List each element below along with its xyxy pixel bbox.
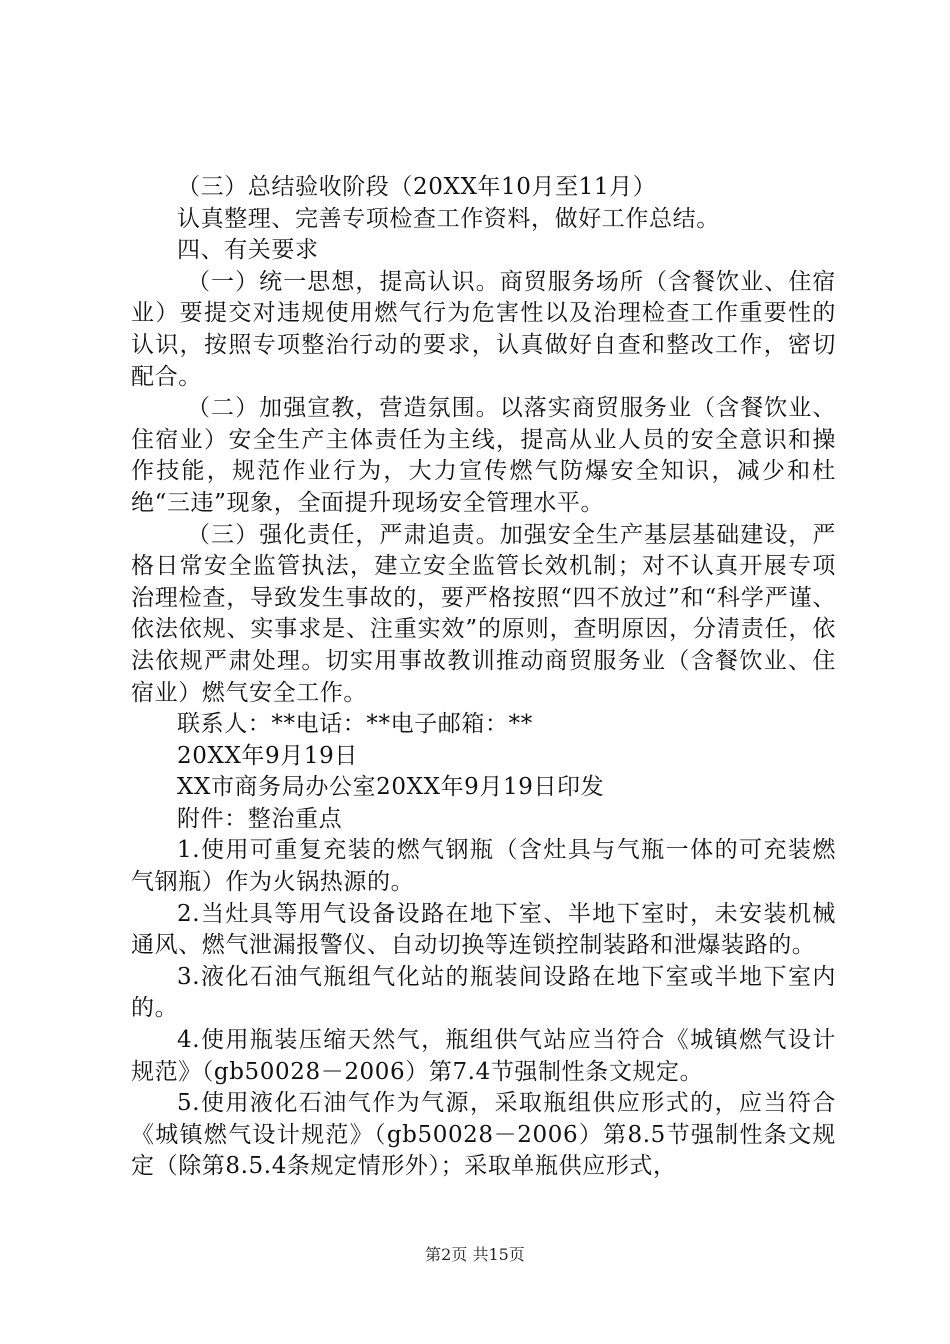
attachment-item-3: 3.液化石油气瓶组气化站的瓶装间设路在地下室或半地下室内的。	[131, 963, 836, 1022]
paragraph-requirement-2: （二）加强宣教，营造氛围。以落实商贸服务业（含餐饮业、住宿业）安全生产主体责任为主线，提高从业人员的安全意识和操作技能，规范作业行为，大力宣传燃气防爆安全知识，减少和杜绝“三违”现象，全面提升现场安全管理水平。	[131, 395, 836, 516]
paragraph-summary-work: 认真整理、完善专项检查工作资料，做好工作总结。	[177, 205, 720, 232]
paragraph-requirement-1: （一）统一思想，提高认识。商贸服务场所（含餐饮业、住宿业）要提交对违规使用燃气行为危害性以及治理检查工作重要性的认识，按照专项整治行动的要求，认真做好自查和整改工作，密切配合。	[131, 268, 836, 390]
attachment-item-1: 1.使用可重复充装的燃气钢瓶（含灶具与气瓶一体的可充装燃气钢瓶）作为火锅热源的。	[131, 837, 836, 896]
section-heading-summary-phase: （三）总结验收阶段（20XX年10月至11月）	[177, 174, 657, 200]
document-body	[131, 172, 836, 1183]
issuer-line: XX市商务局办公室20XX年9月19日印发	[177, 774, 605, 801]
attachment-heading: 附件：整治重点	[177, 805, 343, 832]
date-line: 20XX年9月19日	[177, 742, 358, 769]
attachment-item-4: 4.使用瓶装压缩天然气，瓶组供气站应当符合《城镇燃气设计规范》（gb50028－2006）第7.4节强制性条文规定。	[131, 1027, 836, 1085]
attachment-item-2: 2.当灶具等用气设备设路在地下室、半地下室时，未安装机械通风、燃气泄漏报警仪、自动切换等连锁控制装路和泄爆装路的。	[131, 900, 836, 959]
page-number-footer: 第2页 共15页	[425, 1245, 525, 1264]
contact-line: 联系人：**电话：**电子邮箱：**	[177, 711, 533, 738]
attachment-item-5: 5.使用液化石油气作为气源，采取瓶组供应形式的，应当符合《城镇燃气设计规范》（gb50028－2006）第8.5节强制性条文规定（除第8.5.4条规定情形外）；采取单瓶供应形式，	[131, 1090, 836, 1180]
paragraph-requirement-3: （三）强化责任，严肃追责。加强安全生产基层基础建设，严格日常安全监管执法，建立安全监管长效机制；对不认真开展专项治理检查，导致发生事故的，要严格按照“四不放过”和“科学严谨、依法依规、实事求是、注重实效”的原则，查明原因，分清责任，依法依规严肃处理。切实用事故教训推动商贸服务业（含餐饮业、住宿业）燃气安全工作。	[131, 521, 836, 706]
section-heading-requirements: 四、有关要求	[177, 237, 319, 264]
